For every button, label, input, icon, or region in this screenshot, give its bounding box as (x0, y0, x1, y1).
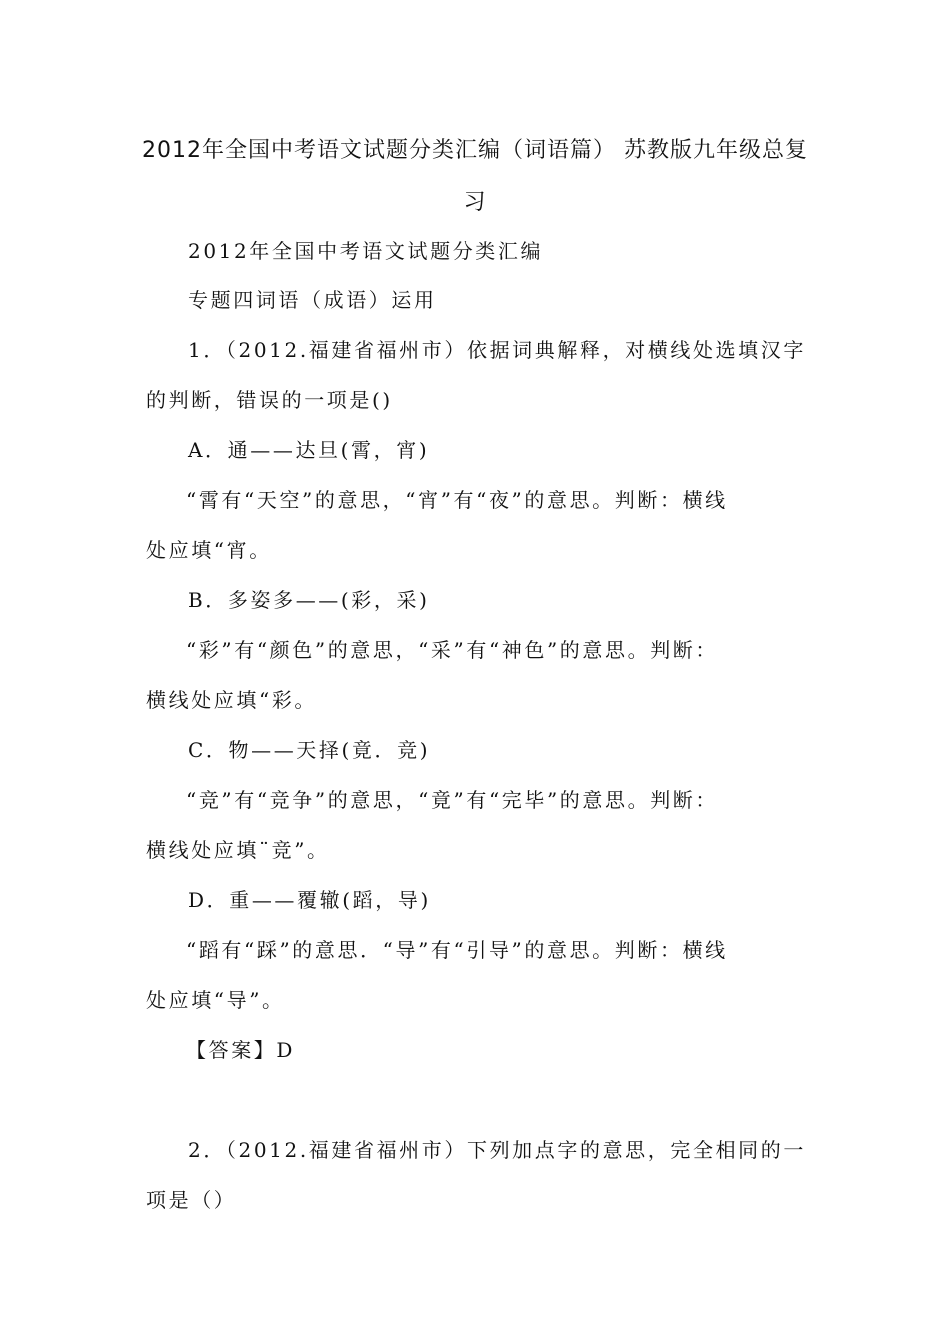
question-1-stem-cont: 的判断，错误的一项是() (146, 388, 393, 412)
document-title-line-2: 习 (463, 190, 487, 215)
option-d: D．重——覆辙(蹈，导) (188, 888, 431, 912)
subtitle-line: 2012年全国中考语文试题分类汇编 (188, 239, 544, 263)
option-c: C．物——天择(竟．竞) (188, 738, 431, 762)
section-heading: 专题四词语（成语）运用 (188, 288, 437, 312)
document-title-line-1: 2012年全国中考语文试题分类汇编（词语篇） 苏教版九年级总复 (142, 138, 808, 163)
option-b-explanation-cont: 横线处应填“彩。 (146, 688, 318, 712)
question-1-stem: 1．（2012.福建省福州市）依据词典解释，对横线处选填汉字 (188, 338, 806, 362)
option-a: A．通——达旦(霄，宵) (188, 438, 430, 462)
option-b-explanation: “彩”有“颜色”的意思，“采”有“神色”的意思。判断： (186, 638, 718, 662)
option-a-explanation-cont: 处应填“宵。 (146, 538, 272, 562)
option-c-explanation: “竞”有“竞争”的意思，“竟”有“完毕”的意思。判断： (186, 788, 718, 812)
option-b: B．多姿多——(彩，采) (188, 588, 430, 612)
question-2-stem: 2．（2012.福建省福州市）下列加点字的意思，完全相同的一 (188, 1138, 806, 1162)
option-d-explanation: “蹈有“踩”的意思．“导”有“引导”的意思。判断：横线 (186, 938, 728, 962)
option-a-explanation: “霄有“天空”的意思，“宵”有“夜”的意思。判断：横线 (186, 488, 728, 512)
option-d-explanation-cont: 处应填“导”。 (146, 988, 285, 1012)
question-2-stem-cont: 项是（） (146, 1188, 237, 1212)
answer-line: 【答案】D (186, 1038, 296, 1062)
option-c-explanation-cont: 横线处应填¨竞”。 (146, 838, 330, 862)
